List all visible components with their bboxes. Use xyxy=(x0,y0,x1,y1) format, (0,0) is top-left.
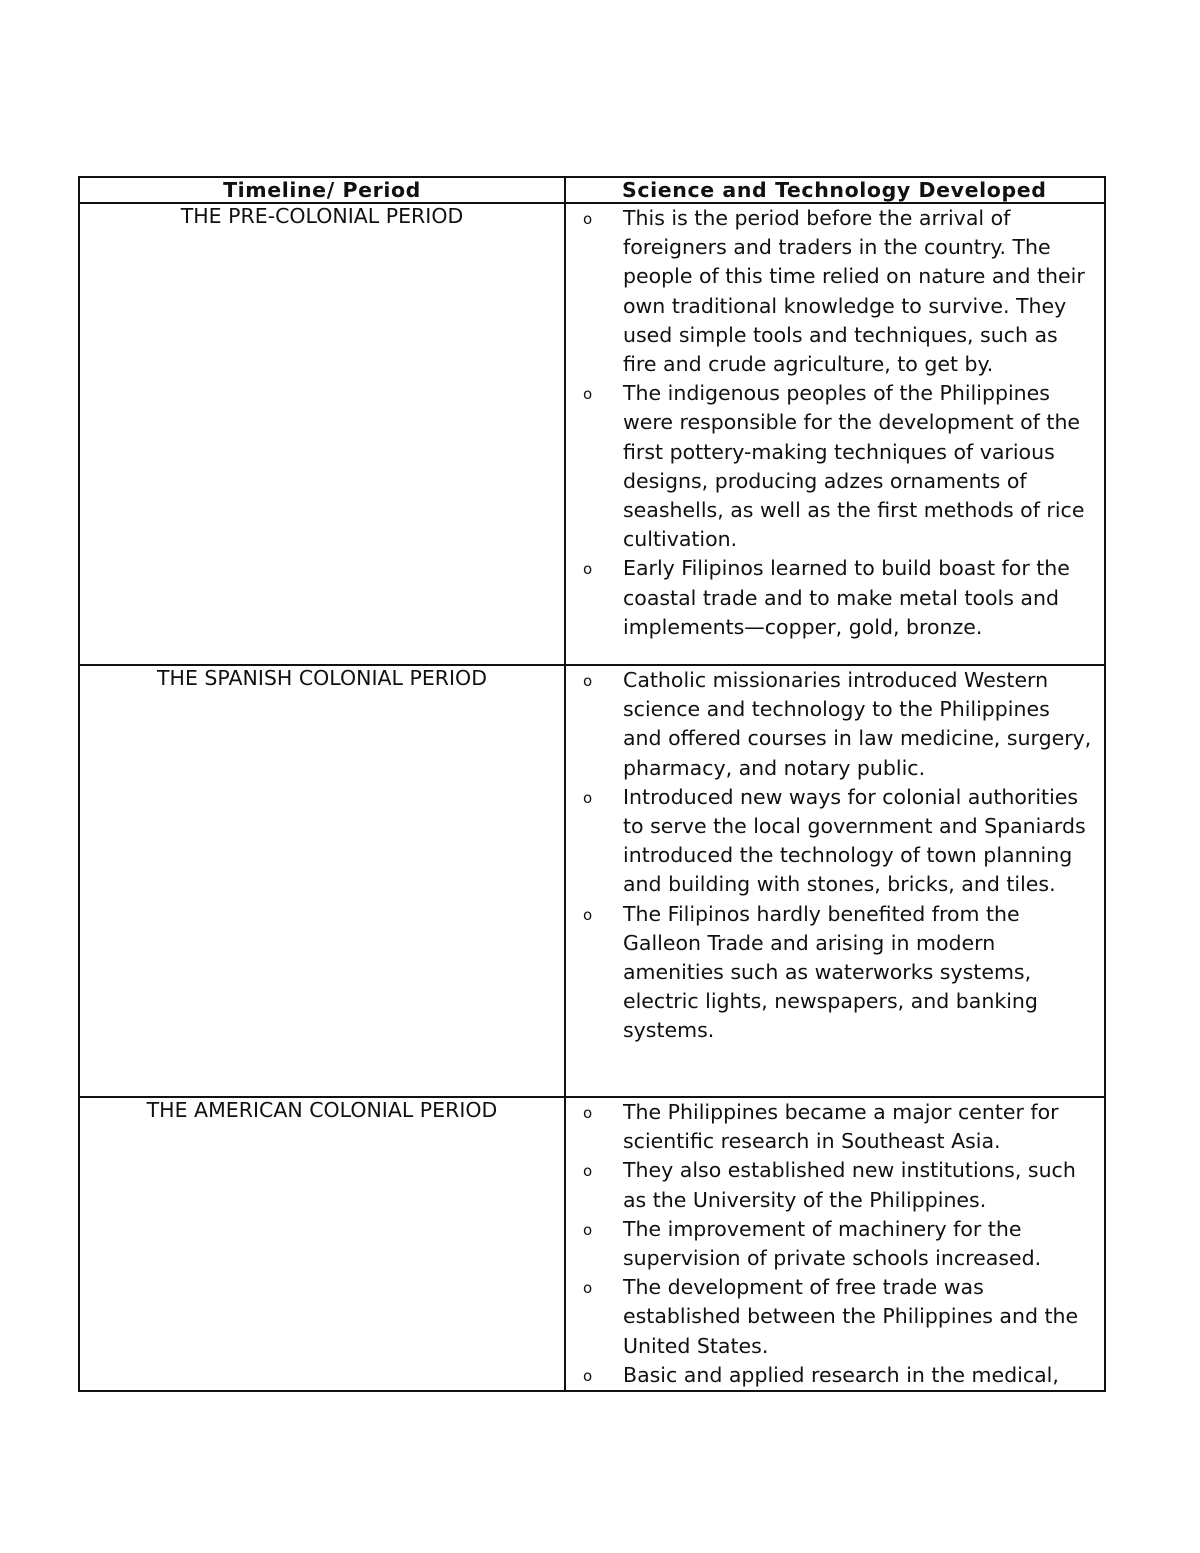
period-cell xyxy=(79,665,565,1097)
bullet-icon: o xyxy=(583,1279,593,1298)
header-timeline-period: Timeline/ Period xyxy=(79,177,565,203)
list-item xyxy=(566,204,1104,379)
bullet-list xyxy=(566,1098,1104,1390)
period-label-pre-colonial: THE PRE-COLONIAL PERIOD xyxy=(180,204,464,228)
table-row xyxy=(79,1097,1105,1391)
bullet-list xyxy=(566,666,1104,1046)
list-item xyxy=(566,554,1104,642)
list-item-text: They also established new institutions, such as the University of the Philippines. xyxy=(623,1158,1076,1212)
header-science-technology: Science and Technology Developed xyxy=(565,177,1105,203)
list-item xyxy=(566,1361,1104,1390)
bullet-icon: o xyxy=(583,1104,593,1122)
bullet-icon: o xyxy=(583,1162,593,1181)
list-item-text: The development of free trade was established between the Philippines and the United States. xyxy=(623,1275,1079,1358)
period-label-american-colonial: THE AMERICAN COLONIAL PERIOD xyxy=(146,1098,498,1122)
bullet-icon: o xyxy=(583,1366,593,1385)
list-item-text: Early Filipinos learned to build boast for the coastal trade and to make metal tools and implements—copper, gold, bronze. xyxy=(623,556,1070,639)
bullet-icon: o xyxy=(583,210,593,228)
period-cell xyxy=(79,1097,565,1391)
table-row xyxy=(79,665,1105,1097)
list-item-text: Catholic missionaries introduced Western science and technology to the Philippines and offered courses in law medicine, surgery, pharmacy, and notary public. xyxy=(623,668,1092,780)
list-item xyxy=(566,1156,1104,1214)
science-cell xyxy=(565,1097,1105,1391)
list-item xyxy=(566,666,1104,783)
table-row xyxy=(79,203,1105,665)
list-item-text: The improvement of machinery for the supervision of private schools increased. xyxy=(623,1216,1042,1271)
list-item xyxy=(566,783,1104,900)
list-item-text: Basic and applied research in the medical, xyxy=(623,1362,1059,1387)
bullet-icon: o xyxy=(583,672,593,690)
list-item xyxy=(566,379,1104,554)
period-cell xyxy=(79,203,565,665)
list-item-text: The Philippines became a major center for scientific research in Southeast Asia. xyxy=(623,1100,1059,1154)
bullet-icon: o xyxy=(583,905,593,924)
list-item-text: The Filipinos hardly benefited from the Galleon Trade and arising in modern amenities such as waterworks systems, electric lights, newspapers, and banking systems. xyxy=(623,901,1038,1043)
list-item xyxy=(566,900,1104,1046)
timeline-table xyxy=(78,176,1106,1392)
table-header-row xyxy=(79,177,1105,203)
bullet-icon: o xyxy=(583,560,593,579)
bullet-icon: o xyxy=(583,1220,593,1239)
list-item-text: The indigenous peoples of the Philippines were responsible for the development of the first pottery-making techniques of various designs, producing adzes ornaments of seashells, as well as the first methods of rice cultivation. xyxy=(623,381,1085,552)
list-item-text: This is the period before the arrival of foreigners and traders in the country. The people of this time relied on nature and their own traditional knowledge to survive. They used simple tools and techniques, such as fire and crude agriculture, to get by. xyxy=(623,206,1085,377)
bullet-list xyxy=(566,204,1104,642)
list-item xyxy=(566,1215,1104,1273)
period-label-spanish-colonial: THE SPANISH COLONIAL PERIOD xyxy=(157,666,487,690)
science-cell xyxy=(565,665,1105,1097)
list-item xyxy=(566,1273,1104,1361)
list-item xyxy=(566,1098,1104,1156)
list-item-text: Introduced new ways for colonial authorities to serve the local government and Spaniards introduced the technology of town planning and building with stones, bricks, and tiles. xyxy=(623,784,1086,897)
science-cell xyxy=(565,203,1105,665)
bullet-icon: o xyxy=(583,788,593,807)
bullet-icon: o xyxy=(583,385,593,404)
